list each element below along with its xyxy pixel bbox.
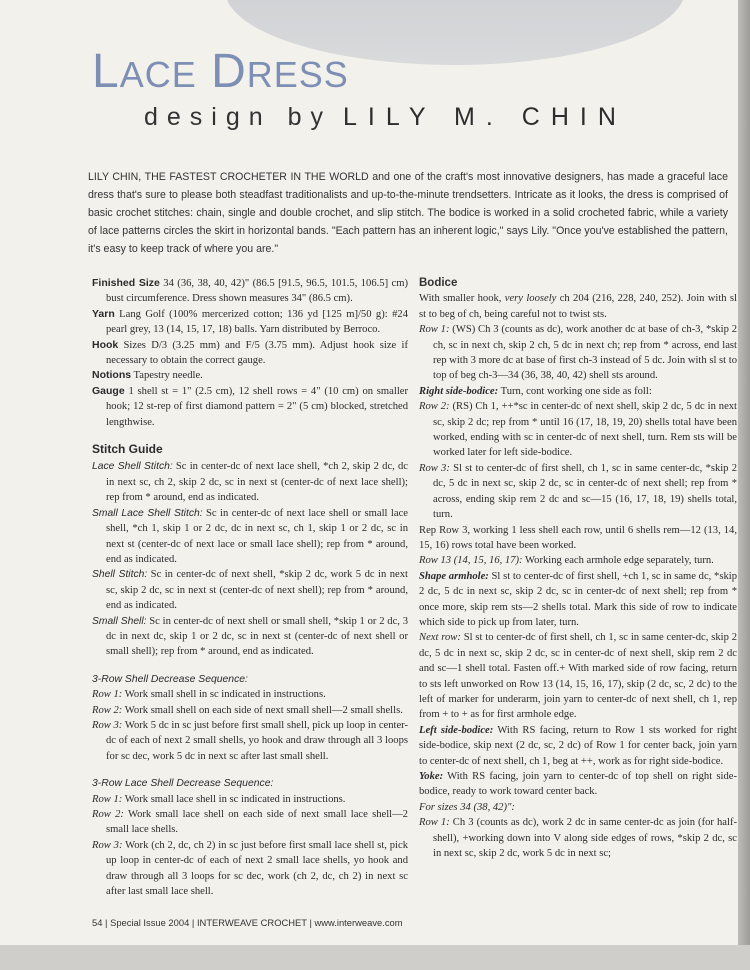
row-text: Ch 3 (counts as dc), work 2 dc in same center-dc as join (for half-shell), +working down into V along side edges of rows, *skip 2 dc, sc in next sc, skip 2 dc, work 5 dc in next sc; xyxy=(433,817,737,860)
designer-name: LILY M. CHIN xyxy=(342,103,627,131)
sequence-row xyxy=(92,792,408,807)
sequence-row xyxy=(92,718,408,764)
sequence-row xyxy=(92,807,408,838)
bodice-row xyxy=(419,322,737,384)
left-column xyxy=(92,276,408,899)
yarn-spec xyxy=(92,307,408,338)
stitch-item xyxy=(92,567,408,613)
row-text: Work small lace shell on each side of next small lace shell—2 small lace shells. xyxy=(106,809,408,836)
subsection-text: With RS facing, join yarn to center-dc of top shell on right side-bodice, ready to work toward center back. xyxy=(419,771,737,798)
lace-shell-decrease-heading: 3-Row Lace Shell Decrease Sequence: xyxy=(92,778,274,790)
page-title xyxy=(92,45,349,98)
row-text: Working each armhole edge separately, turn. xyxy=(522,555,714,567)
gauge-spec xyxy=(92,384,408,430)
bodice-subsection xyxy=(419,569,737,631)
bodice-subsection xyxy=(419,769,737,800)
bodice-intro xyxy=(419,291,737,322)
finished-size xyxy=(92,276,408,307)
row-text: (WS) Ch 3 (counts as dc), work another dc at base of ch-3, *skip 2 ch, sc in next ch, skip 2 ch, 5 dc in next ch; rep from * across, end last rep with 3 more dc at base of first ch-3 instead of 5 dc. Join with sl st to top of beg ch-3—34 (36, 38, 40, 42) shell sts around. xyxy=(433,324,738,382)
row-text: Work small lace shell in sc indicated in instructions. xyxy=(122,793,346,805)
stitch-guide-heading: Stitch Guide xyxy=(92,442,163,457)
title-initial: L xyxy=(92,45,120,98)
byline-label: design by xyxy=(144,103,333,131)
bodice-row xyxy=(419,630,737,722)
row-text: (RS) Ch 1, ++*sc in center-dc of next shell, skip 2 dc, 5 dc in next sc, skip 2 dc; rep from * until 16 (17, 18, 19, 20) shells total have been worked, ending with sc in center-dc of next shell, turn. Rem sts will be worked later for left side-bodice. xyxy=(433,401,738,459)
bodice-heading: Bodice xyxy=(419,277,458,289)
bodice-row xyxy=(419,399,737,461)
bodice-row xyxy=(419,553,737,568)
row-label: Row 3: xyxy=(92,719,123,731)
spec-label: Hook xyxy=(92,338,119,351)
sizes-note: For sizes 34 (38, 42)": xyxy=(419,801,515,813)
bodice-intro-emphasis: very loosely xyxy=(504,293,557,305)
intro-paragraph: LILY CHIN, THE FASTEST CROCHETER IN THE WORLD and one of the craft's most innovative designers, has made a graceful lace dress that's sure to please both steadfast traditionalists and up-to-the-minute trendsetters. Intricate as it looks, the dress is comprised of basic crochet stitches: chain, single and double crochet, and slip stitch. The bodice is worked in a solid crocheted fabric, while a variety of lace patterns circles the skirt in horizontal bands. "Each pattern has an inherent logic," says Lily. "Once you've established the pattern, it's easy to keep track of where you are." xyxy=(88,171,728,255)
page-bottom-shadow xyxy=(0,945,750,970)
row-label: Row 3: xyxy=(419,462,450,474)
stitch-item xyxy=(92,614,408,660)
row-label: Row 3: xyxy=(92,839,123,851)
stitch-label: Shell Stitch: xyxy=(92,569,148,581)
row-label: Row 1: xyxy=(419,324,450,336)
row-text: Sl st to center-dc of first shell, ch 1, sc in same center-dc, skip 2 dc, 5 dc in next sc, skip 2 dc, sc in center-dc of next shell, skip rem 2 dc and sc—1 shell total. Fasten off.+ With marked side of row facing, return to sts left unworked on Row 13 (14, 15, 16, 17), skip (2 dc, sc, 2 dc) to the left of marker for underarm, join yarn to center-dc of next shell, ch 1, rep from + to + as for first armhole edge. xyxy=(419,632,738,721)
row-text: Sl st to center-dc of first shell, ch 1, sc in same center-dc, *skip 2 dc, 5 dc in next sc, skip 2 dc, sc in center-dc of next shell; rep from * across, ending skip rem 2 dc and sc—15 (16, 17, 18, 19) shells total, turn. xyxy=(433,462,738,521)
stitch-label: Small Lace Shell Stitch: xyxy=(92,507,203,519)
row-text: Work 5 dc in sc just before first small shell, pick up loop in center-dc of each of next 2 small shells, yo hook and draw through all 3 loops for sc dec, work 5 dc in next sc after last small shell. xyxy=(106,719,409,762)
row-label: Row 2: xyxy=(92,704,123,716)
shell-decrease-heading: 3-Row Shell Decrease Sequence: xyxy=(92,673,248,685)
row-label: Row 13 (14, 15, 16, 17): xyxy=(419,555,523,567)
page-edge xyxy=(738,0,750,970)
spec-text: 1 shell st = 1" (2.5 cm), 12 shell rows = 4" (10 cm) on smaller hook; 12 st-rep of first diamond pattern = 2" (5 cm) blocked, stretched lengthwise. xyxy=(106,385,408,428)
sequence-row xyxy=(92,687,408,702)
spec-text: 34 (36, 38, 40, 42)" (86.5 [91.5, 96.5, 101.5, 106.5] cm) bust circumference. Dress shown measures 34" (86.5 cm). xyxy=(106,278,408,305)
bodice-intro-text: With smaller hook, xyxy=(419,293,505,305)
bodice-subsection xyxy=(419,723,737,769)
spec-text: Tapestry needle. xyxy=(131,370,203,382)
byline xyxy=(144,103,627,132)
bodice-row xyxy=(419,461,737,523)
row-label: Row 2: xyxy=(419,401,450,413)
spec-label: Finished Size xyxy=(92,277,160,289)
stitch-text: Sc in center-dc of next lace shell, *ch 2, skip 2 dc, dc in next sc, ch 2, skip 2 dc, sc in next st (center-dc of next lace shell); rep from * around, end as indicated. xyxy=(106,461,408,504)
stitch-label: Lace Shell Stitch: xyxy=(92,461,173,473)
row-label: Row 1: xyxy=(92,689,123,701)
hook-spec xyxy=(92,338,408,369)
bodice-intro-text: ch 204 (216, 228, 240, 252). Join with sl st to beg of ch, being careful not to twist sts. xyxy=(419,293,738,320)
spec-label: Gauge xyxy=(92,384,125,397)
row-text: Work small shell in sc indicated in instructions. xyxy=(122,689,326,701)
sequence-row xyxy=(92,838,408,900)
row-label: Row 1: xyxy=(92,793,123,805)
subsection-label: Left side-bodice: xyxy=(419,724,494,736)
stitch-text: Sc in center-dc of next shell, *skip 2 dc, work 5 dc in next sc, skip 2 dc, sc in next st (center-dc of next shell); rep from * around, end as indicated. xyxy=(106,569,408,612)
page-footer: 54 | Special Issue 2004 | INTERWEAVE CROCHET | www.interweave.com xyxy=(92,917,403,928)
stitch-text: Sc in center-dc of next lace shell or small lace shell, *ch 1, skip 1 or 2 dc, dc in next sc, ch 1, skip 1 or 2 dc, sc in next st (center-dc of next lace or small lace shell); rep from * around, end as indicated. xyxy=(106,507,408,565)
subsection-label: Right side-bodice: xyxy=(419,385,499,397)
subsection-text: Turn, cont working one side as foll: xyxy=(498,385,652,397)
title-word-rest: ACE xyxy=(119,54,197,95)
stitch-text: Sc in center-dc of next shell or small shell, *skip 1 or 2 dc, 3 dc in next dc, skip 1 or 2 dc, sc in next st (center-dc of next shell or small shell); rep from * around, end as indicated. xyxy=(106,615,408,658)
spec-label: Yarn xyxy=(92,307,115,320)
spec-text: Sizes D/3 (3.25 mm) and F/5 (3.75 mm). Adjust hook size if necessary to obtain the correct gauge. xyxy=(106,339,408,367)
right-column xyxy=(419,276,737,861)
title-word-rest: RESS xyxy=(246,54,349,95)
bodice-subsection xyxy=(419,384,737,399)
spec-text: Lang Golf (100% mercerized cotton; 136 yd [125 m]/50 g): #24 pearl grey, 13 (14, 15, 17, 18) balls. Yarn distributed by Berroco. xyxy=(106,308,408,336)
row-text: Work small shell on each side of next small shell—2 small shells. xyxy=(122,704,403,716)
subsection-text: Sl st to center-dc of first shell, +ch 1, sc in same dc, *skip 2 dc, 5 dc in next sc, skip 2 dc, sc in center-dc of next shell; rep from * once more, skip rem sts—2 shells total. Mark this side of row to indicate which side to pick up from later, turn. xyxy=(419,570,737,628)
title-initial: D xyxy=(211,45,247,98)
notions-spec xyxy=(92,368,408,383)
row-label: Next row: xyxy=(419,632,461,644)
subsection-label: Shape armhole: xyxy=(419,570,489,582)
subsection-label: Yoke: xyxy=(419,771,444,782)
stitch-item xyxy=(92,459,408,505)
subsection-text: With RS facing, return to Row 1 sts worked for right side-bodice, skip next (2 dc, sc, 2 dc) of Row 1 for center back, join yarn to center-dc of next shell, ch 1, beg at ++, work as for right side-bodice. xyxy=(419,724,737,767)
stitch-item xyxy=(92,506,408,568)
row-text: Work (ch 2, dc, ch 2) in sc just before first small lace shell st, pick up loop in center-dc of each of next 2 small lace shells, yo hook and draw through all 3 loops for sc dec, work (ch 2, dc, ch 2) in next sc after last small lace shell. xyxy=(106,839,408,898)
bodice-row xyxy=(419,815,737,861)
row-label: Row 1: xyxy=(419,817,450,829)
bodice-repeat: Rep Row 3, working 1 less shell each row, until 6 shells rem—12 (13, 14, 15, 16) rows total have been worked. xyxy=(419,524,737,551)
row-label: Row 2: xyxy=(92,809,124,820)
stitch-label: Small Shell: xyxy=(92,615,147,627)
sequence-row xyxy=(92,703,408,718)
spec-label: Notions xyxy=(92,369,132,382)
